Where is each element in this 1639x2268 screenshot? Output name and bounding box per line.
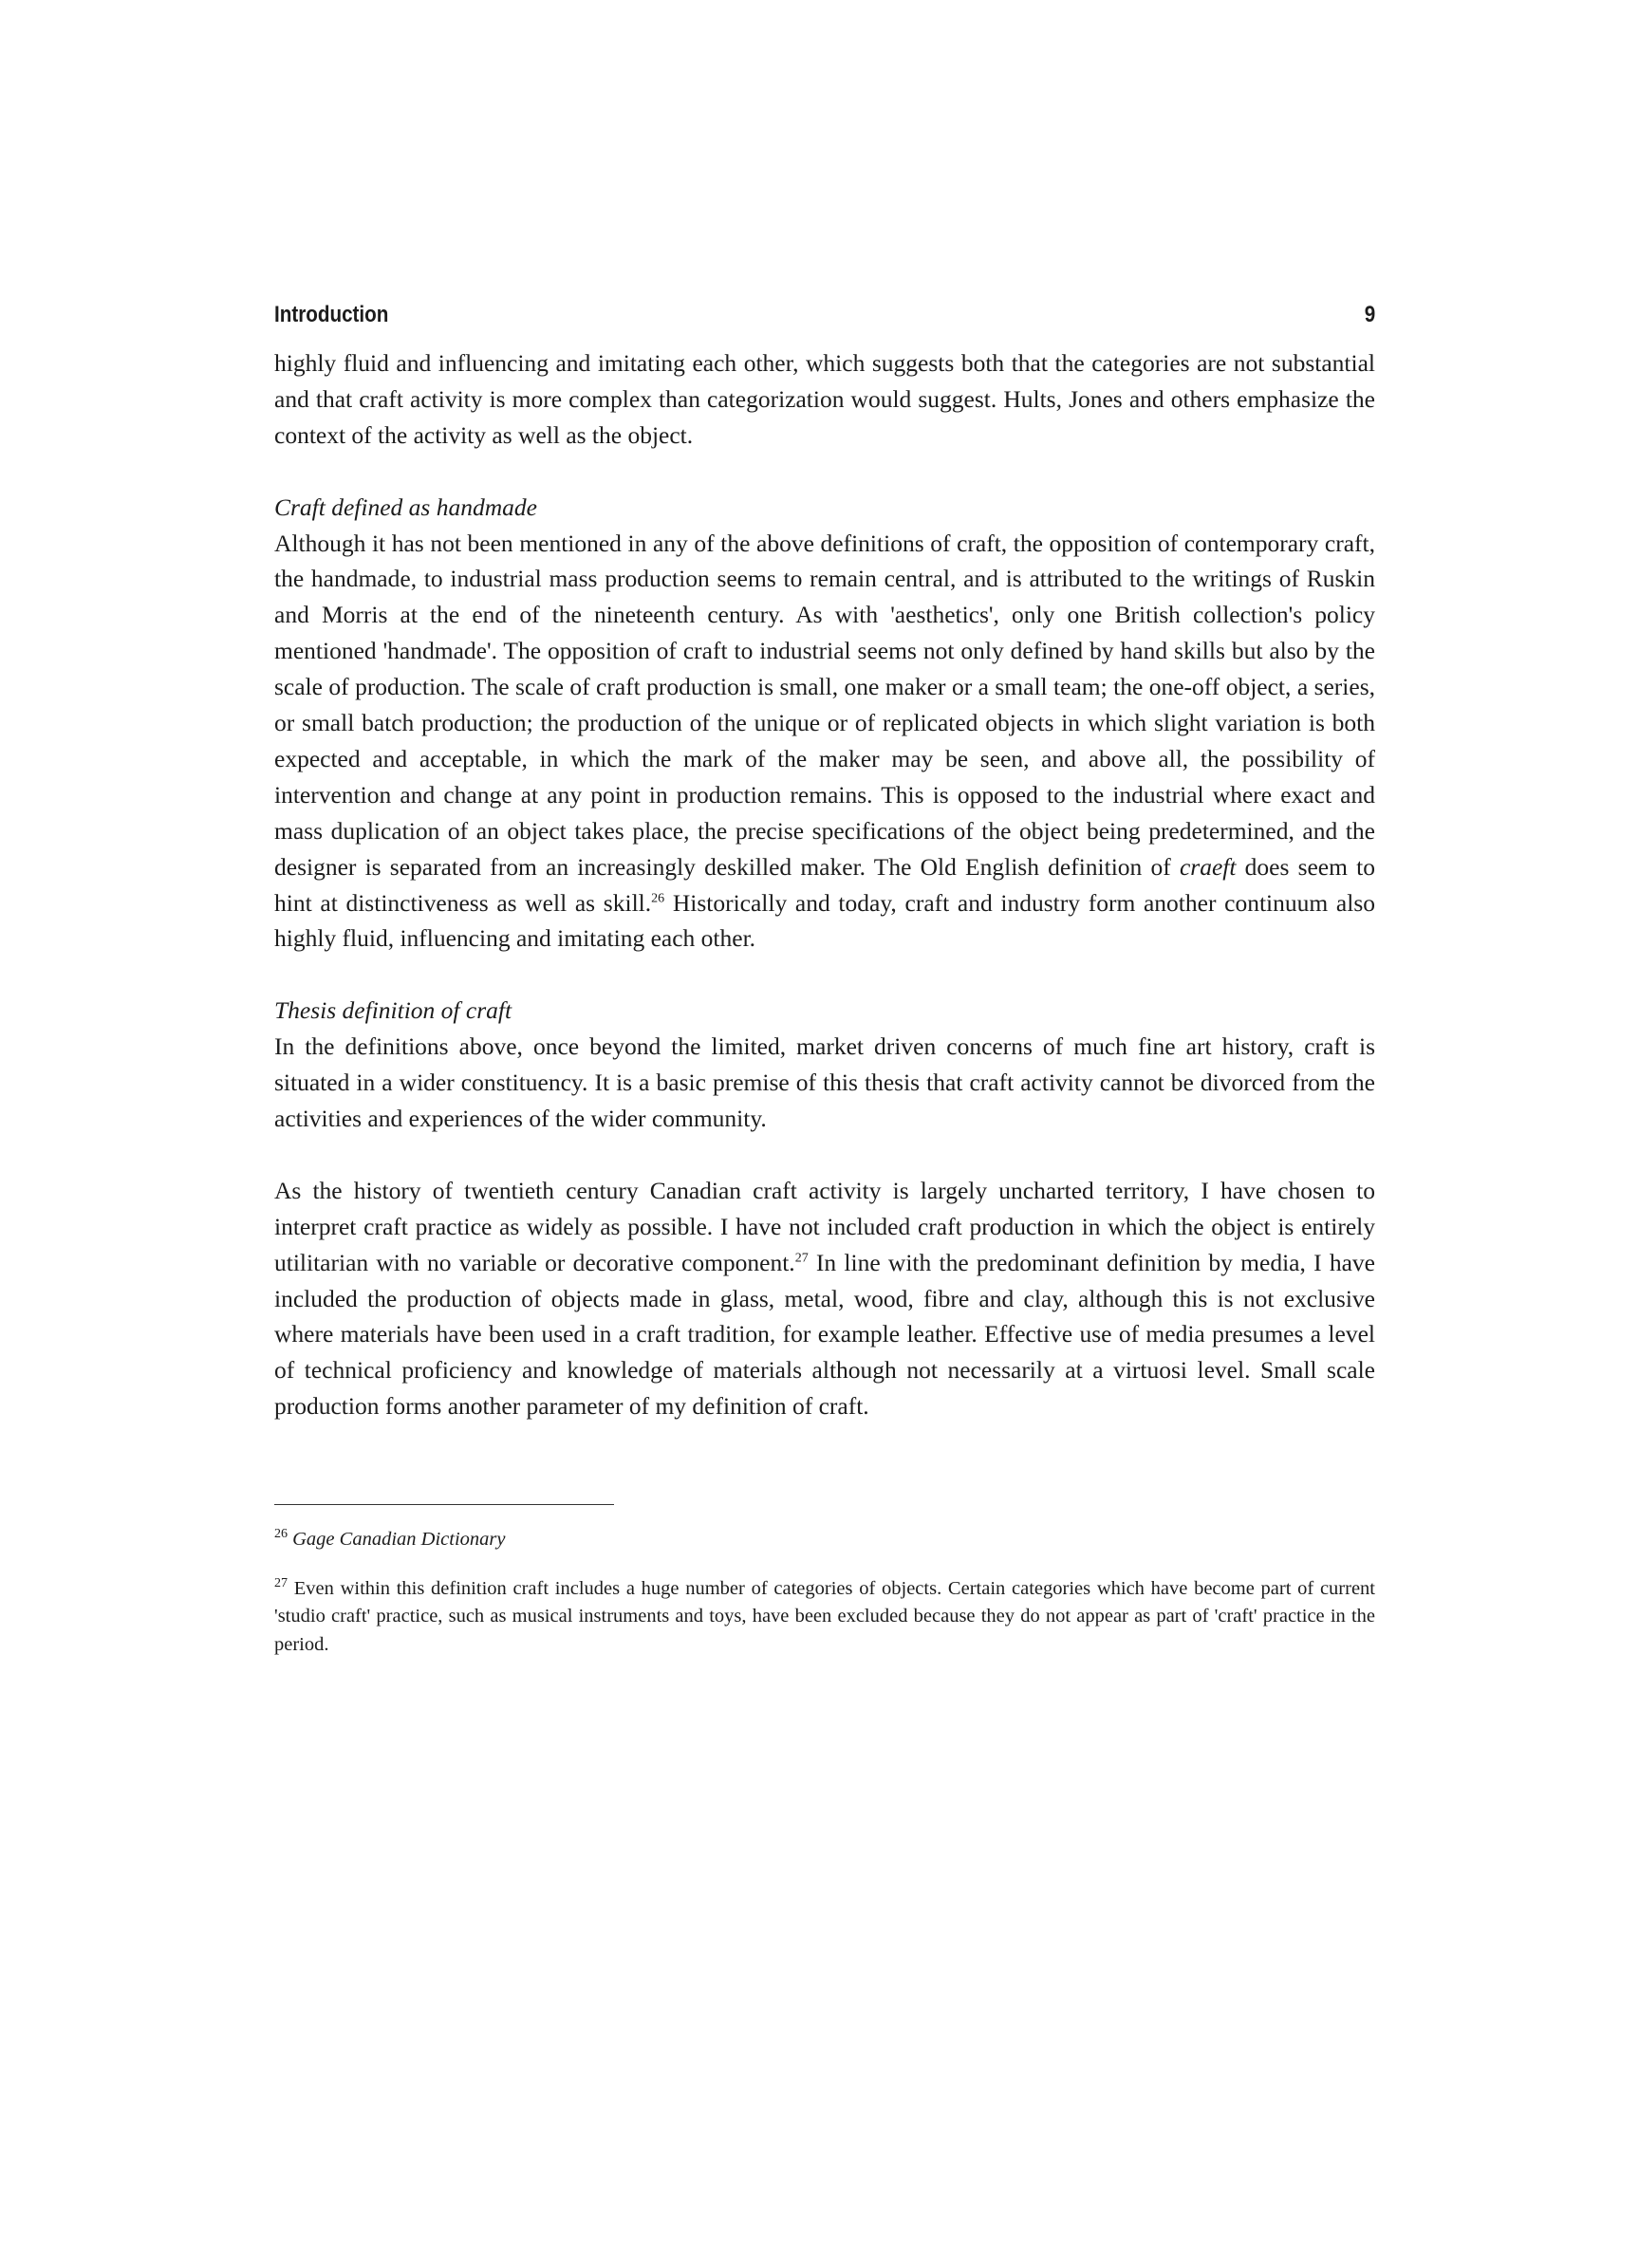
footnote-separator — [274, 1504, 614, 1505]
section-title: Introduction — [274, 302, 389, 327]
paragraph-1: highly fluid and influencing and imitating each other, which suggests both that the categories are not substantial and that craft activity is more complex than categorization would suggest. Hults, Jones and others emphasize the context of the activity as well as the object. — [274, 349, 1375, 449]
footnote-26-number: 26 — [274, 1527, 288, 1542]
footnote-27 — [274, 1575, 1375, 1660]
paragraph-2-italic-term: craeft — [1179, 852, 1237, 881]
footnote-27-text: Even within this definition craft includes a huge number of categories of objects. Certain categories which have become part of current 'studio craft' practice, such as musical instruments and toys, have been excluded because they do not appear as part of 'craft' practice in the period. — [274, 1577, 1376, 1655]
footnote-ref-26: 26 — [651, 891, 665, 906]
running-header — [274, 302, 1375, 328]
paragraph-2 — [274, 526, 1375, 957]
footnote-26-text: Gage Canadian Dictionary — [292, 1529, 506, 1551]
paragraph-4 — [274, 1173, 1375, 1424]
footnote-ref-27: 27 — [794, 1251, 809, 1266]
paragraph-2-text-b: does seem to hint at distinctiveness as well as skill. — [274, 852, 1375, 917]
paragraph-4-text-b: In line with the predominant definition by media, I have included the production of objects made in glass, metal, wood, fibre and clay, although this is not exclusive where materials have been used in a craft tradition, for example leather. Effective use of media presumes a level of technical proficiency and knowledge of materials although not necessarily at a virtuosi level. Small scale production forms another parameter of my definition of craft. — [274, 1248, 1375, 1421]
paragraph-2-text-a: Although it has not been mentioned in any of the above definitions of craft, the opposition of contemporary craft, the handmade, to industrial mass production seems to remain central, and is attributed to the writings of Ruskin and Morris at the end of the nineteenth century. As with 'aesthetics', only one British collection's policy mentioned 'handmade'. The opposition of craft to industrial seems not only defined by hand skills but also by the scale of production. The scale of craft production is small, one maker or a small team; the one-off object, a series, or small batch production; the production of the unique or of replicated objects in which slight variation is both expected and acceptable, in which the mark of the maker may be seen, and above all, the possibility of intervention and change at any point in production remains. This is opposed to the industrial where exact and mass duplication of an object takes place, the precise specifications of the object being predetermined, and the designer is separated from an increasingly deskilled maker. The Old English definition of — [274, 529, 1375, 881]
document-page — [274, 302, 1375, 1681]
footnote-26 — [274, 1526, 1375, 1554]
page-number: 9 — [1364, 302, 1376, 327]
paragraph-3: In the definitions above, once beyond the limited, market driven concerns of much fine art history, craft is situated in a wider constituency. It is a basic premise of this thesis that craft activity cannot be divorced from the activities and experiences of the wider community. — [274, 1032, 1375, 1132]
subheading-handmade: Craft defined as handmade — [274, 493, 537, 521]
paragraph-2-text-c: Historically and today, craft and industry form another continuum also highly fluid, influencing and imitating each other. — [274, 888, 1375, 953]
subheading-thesis-definition: Thesis definition of craft — [274, 996, 512, 1025]
footnote-27-number: 27 — [274, 1575, 288, 1590]
paragraph-4-text-a: As the history of twentieth century Canadian craft activity is largely uncharted territory, I have chosen to interpret craft practice as widely as possible. I have not included craft production in which the object is entirely utilitarian with no variable or decorative component. — [274, 1176, 1375, 1276]
